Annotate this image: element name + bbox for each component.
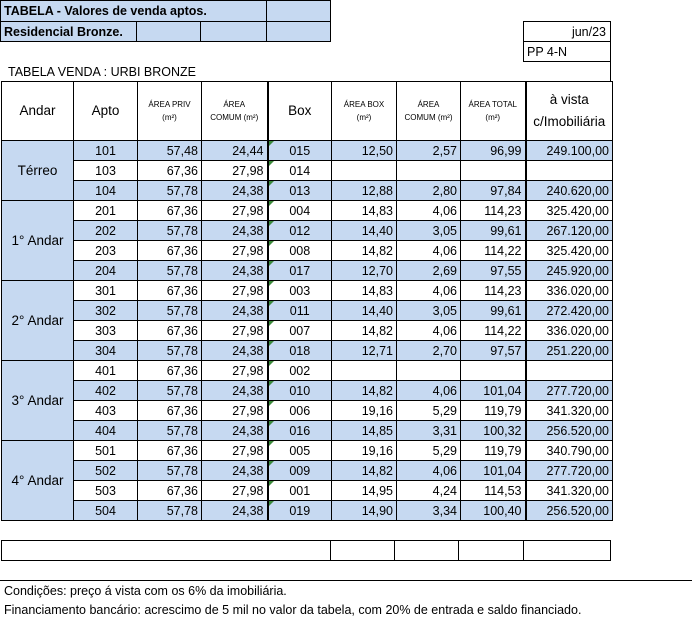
area-comum-cell: 27,98 — [202, 241, 268, 261]
area-comum-box-cell: 4,06 — [397, 321, 461, 341]
area-comum-box-cell: 2,57 — [397, 141, 461, 161]
area-comum-box-cell: 5,29 — [397, 401, 461, 421]
box-cell: 014 — [268, 161, 332, 181]
floor-label: 3° Andar — [2, 361, 74, 441]
area-priv-cell: 67,36 — [138, 361, 202, 381]
area-comum-cell: 24,38 — [202, 461, 268, 481]
box-cell: 005 — [268, 441, 332, 461]
apto-cell: 404 — [74, 421, 138, 441]
area-box-cell: 14,83 — [332, 281, 397, 301]
table-row — [2, 201, 613, 221]
valor-vista-cell: 240.620,00 — [526, 181, 613, 201]
title-extra-cell — [266, 0, 331, 22]
area-total-cell: 97,84 — [461, 181, 526, 201]
area-comum-cell: 24,38 — [202, 381, 268, 401]
valor-vista-cell: 341.320,00 — [526, 401, 613, 421]
box-cell: 017 — [268, 261, 332, 281]
valor-vista-cell: 245.920,00 — [526, 261, 613, 281]
area-box-cell: 19,16 — [332, 441, 397, 461]
table-name: TABELA VENDA : URBI BRONZE — [8, 65, 197, 79]
area-box-cell: 14,40 — [332, 221, 397, 241]
area-total-cell: 114,23 — [461, 281, 526, 301]
table-row — [2, 301, 613, 321]
empty-row-cell-1 — [1, 540, 331, 561]
apto-cell: 401 — [74, 361, 138, 381]
area-priv-cell: 67,36 — [138, 201, 202, 221]
apto-cell: 301 — [74, 281, 138, 301]
valor-vista-cell: 341.320,00 — [526, 481, 613, 501]
area-box-cell: 14,40 — [332, 301, 397, 321]
area-comum-cell: 24,44 — [202, 141, 268, 161]
table-row — [2, 261, 613, 281]
area-comum-box-cell: 3,05 — [397, 301, 461, 321]
valor-vista-cell: 272.420,00 — [526, 301, 613, 321]
apto-cell: 202 — [74, 221, 138, 241]
valor-vista-cell: 325.420,00 — [526, 241, 613, 261]
apto-cell: 403 — [74, 401, 138, 421]
area-box-cell: 14,85 — [332, 421, 397, 441]
code-cell: PP 4-N — [523, 41, 611, 62]
valor-vista-cell: 340.790,00 — [526, 441, 613, 461]
area-comum-box-cell: 3,34 — [397, 501, 461, 521]
area-priv-cell: 57,78 — [138, 421, 202, 441]
valor-vista-cell: 256.520,00 — [526, 421, 613, 441]
box-cell: 013 — [268, 181, 332, 201]
subtitle-extra-cell-1 — [136, 21, 201, 42]
col-area-comum: ÁREA COMUM (m²) — [202, 82, 268, 141]
box-cell: 001 — [268, 481, 332, 501]
area-priv-cell: 57,78 — [138, 381, 202, 401]
area-comum-box-cell: 4,06 — [397, 381, 461, 401]
area-total-cell: 99,61 — [461, 301, 526, 321]
area-comum-box-cell: 5,29 — [397, 441, 461, 461]
area-priv-cell: 57,78 — [138, 221, 202, 241]
footer-financiamento: Financiamento bancário: acrescimo de 5 mil no valor da tabela, com 20% de entrada e saldo financiado. — [4, 603, 582, 617]
col-area-priv: ÁREA PRIV (m²) — [138, 82, 202, 141]
box-cell: 007 — [268, 321, 332, 341]
table-row — [2, 141, 613, 161]
area-total-cell: 114,22 — [461, 321, 526, 341]
sheet-title: TABELA - Valores de venda aptos. — [0, 0, 267, 22]
valor-vista-cell: 277.720,00 — [526, 381, 613, 401]
apto-cell: 303 — [74, 321, 138, 341]
area-comum-box-cell — [397, 361, 461, 381]
valor-vista-cell: 267.120,00 — [526, 221, 613, 241]
valor-vista-cell: 325.420,00 — [526, 201, 613, 221]
apto-cell: 504 — [74, 501, 138, 521]
apto-cell: 203 — [74, 241, 138, 261]
box-cell: 011 — [268, 301, 332, 321]
area-comum-cell: 24,38 — [202, 421, 268, 441]
apto-cell: 204 — [74, 261, 138, 281]
empty-row-cell-5 — [523, 540, 611, 561]
apto-cell: 302 — [74, 301, 138, 321]
date-cell: jun/23 — [523, 21, 611, 42]
box-cell: 009 — [268, 461, 332, 481]
apto-cell: 502 — [74, 461, 138, 481]
area-priv-cell: 67,36 — [138, 441, 202, 461]
area-priv-cell: 67,36 — [138, 321, 202, 341]
area-priv-cell: 57,78 — [138, 301, 202, 321]
floor-label: Térreo — [2, 141, 74, 201]
apto-cell: 101 — [74, 141, 138, 161]
col-area-comum-box: ÁREA COMUM (m²) — [397, 82, 461, 141]
box-cell: 008 — [268, 241, 332, 261]
area-total-cell: 96,99 — [461, 141, 526, 161]
area-total-cell: 100,40 — [461, 501, 526, 521]
box-cell: 004 — [268, 201, 332, 221]
area-comum-box-cell: 4,06 — [397, 281, 461, 301]
area-box-cell: 14,82 — [332, 321, 397, 341]
area-box-cell: 12,88 — [332, 181, 397, 201]
area-comum-cell: 24,38 — [202, 181, 268, 201]
floor-label: 2° Andar — [2, 281, 74, 361]
area-priv-cell: 57,78 — [138, 181, 202, 201]
area-comum-box-cell: 4,06 — [397, 201, 461, 221]
table-row — [2, 441, 613, 461]
area-comum-box-cell — [397, 161, 461, 181]
area-priv-cell: 57,78 — [138, 261, 202, 281]
area-priv-cell: 67,36 — [138, 401, 202, 421]
area-priv-cell: 67,36 — [138, 481, 202, 501]
area-total-cell: 114,22 — [461, 241, 526, 261]
table-row — [2, 401, 613, 421]
box-cell: 018 — [268, 341, 332, 361]
area-comum-box-cell: 3,31 — [397, 421, 461, 441]
area-priv-cell: 57,78 — [138, 461, 202, 481]
area-total-cell: 101,04 — [461, 381, 526, 401]
valor-vista-cell: 277.720,00 — [526, 461, 613, 481]
empty-row-cell-3 — [394, 540, 459, 561]
col-andar: Andar — [2, 82, 74, 141]
subtitle-extra-cell-3 — [266, 21, 331, 42]
apto-cell: 103 — [74, 161, 138, 181]
area-total-cell: 114,23 — [461, 201, 526, 221]
col-box: Box — [268, 82, 332, 141]
area-priv-cell: 57,78 — [138, 341, 202, 361]
valor-vista-cell: 251.220,00 — [526, 341, 613, 361]
empty-row-cell-4 — [458, 540, 524, 561]
table-row — [2, 241, 613, 261]
area-box-cell: 12,71 — [332, 341, 397, 361]
apto-cell: 402 — [74, 381, 138, 401]
table-row — [2, 321, 613, 341]
apto-cell: 503 — [74, 481, 138, 501]
valor-vista-cell: 336.020,00 — [526, 281, 613, 301]
area-priv-cell: 67,36 — [138, 281, 202, 301]
area-comum-box-cell: 3,05 — [397, 221, 461, 241]
valor-vista-cell: 256.520,00 — [526, 501, 613, 521]
sheet-subtitle: Residencial Bronze. — [0, 21, 137, 42]
box-cell: 016 — [268, 421, 332, 441]
area-total-cell: 97,55 — [461, 261, 526, 281]
col-valor-vista: à vista c/Imobiliária — [526, 82, 613, 141]
table-row — [2, 161, 613, 181]
area-comum-cell: 27,98 — [202, 161, 268, 181]
apto-cell: 304 — [74, 341, 138, 361]
apto-cell: 201 — [74, 201, 138, 221]
area-box-cell — [332, 361, 397, 381]
area-comum-cell: 24,38 — [202, 221, 268, 241]
floor-label: 4° Andar — [2, 441, 74, 521]
area-priv-cell: 57,78 — [138, 501, 202, 521]
area-total-cell: 114,53 — [461, 481, 526, 501]
area-comum-cell: 27,98 — [202, 321, 268, 341]
table-row — [2, 281, 613, 301]
area-box-cell: 12,70 — [332, 261, 397, 281]
area-comum-box-cell: 2,70 — [397, 341, 461, 361]
area-priv-cell: 67,36 — [138, 241, 202, 261]
area-total-cell — [461, 161, 526, 181]
table-row — [2, 481, 613, 501]
box-cell: 003 — [268, 281, 332, 301]
valor-vista-cell: 336.020,00 — [526, 321, 613, 341]
area-box-cell: 14,82 — [332, 461, 397, 481]
area-box-cell: 19,16 — [332, 401, 397, 421]
table-row — [2, 501, 613, 521]
col-apto: Apto — [74, 82, 138, 141]
area-comum-cell: 24,38 — [202, 261, 268, 281]
area-comum-box-cell: 2,80 — [397, 181, 461, 201]
area-comum-cell: 24,38 — [202, 301, 268, 321]
area-box-cell: 14,82 — [332, 381, 397, 401]
box-cell: 002 — [268, 361, 332, 381]
box-cell: 015 — [268, 141, 332, 161]
area-total-cell: 100,32 — [461, 421, 526, 441]
subtitle-extra-cell-2 — [200, 21, 267, 42]
table-row — [2, 461, 613, 481]
area-comum-cell: 27,98 — [202, 441, 268, 461]
area-total-cell: 119,79 — [461, 441, 526, 461]
area-total-cell: 101,04 — [461, 461, 526, 481]
area-comum-cell: 27,98 — [202, 481, 268, 501]
box-cell: 006 — [268, 401, 332, 421]
area-box-cell — [332, 161, 397, 181]
area-box-cell: 14,90 — [332, 501, 397, 521]
area-box-cell: 12,50 — [332, 141, 397, 161]
area-comum-cell: 24,38 — [202, 501, 268, 521]
table-row — [2, 361, 613, 381]
box-cell: 012 — [268, 221, 332, 241]
area-total-cell: 99,61 — [461, 221, 526, 241]
area-comum-cell: 27,98 — [202, 201, 268, 221]
area-box-cell: 14,82 — [332, 241, 397, 261]
valor-vista-cell — [526, 361, 613, 381]
table-row — [2, 341, 613, 361]
area-priv-cell: 67,36 — [138, 161, 202, 181]
area-comum-box-cell: 2,69 — [397, 261, 461, 281]
box-cell: 019 — [268, 501, 332, 521]
area-comum-box-cell: 4,24 — [397, 481, 461, 501]
area-priv-cell: 57,48 — [138, 141, 202, 161]
code-below-cell — [523, 61, 611, 82]
col-area-box: ÁREA BOX (m²) — [332, 82, 397, 141]
floor-label: 1° Andar — [2, 201, 74, 281]
area-comum-box-cell: 4,06 — [397, 461, 461, 481]
area-comum-box-cell: 4,06 — [397, 241, 461, 261]
apto-cell: 501 — [74, 441, 138, 461]
valor-vista-cell: 249.100,00 — [526, 141, 613, 161]
area-comum-cell: 27,98 — [202, 361, 268, 381]
area-total-cell: 119,79 — [461, 401, 526, 421]
table-row — [2, 221, 613, 241]
col-area-total: ÁREA TOTAL (m²) — [461, 82, 526, 141]
area-comum-cell: 27,98 — [202, 281, 268, 301]
box-cell: 010 — [268, 381, 332, 401]
table-row — [2, 181, 613, 201]
table-row — [2, 421, 613, 441]
area-total-cell: 97,57 — [461, 341, 526, 361]
footer-condicoes: Condições: preço á vista com os 6% da imobiliária. — [4, 584, 287, 598]
area-total-cell — [461, 361, 526, 381]
area-comum-cell: 24,38 — [202, 341, 268, 361]
sales-table — [1, 81, 613, 521]
table-row — [2, 381, 613, 401]
empty-row-cell-2 — [330, 540, 395, 561]
valor-vista-cell — [526, 161, 613, 181]
area-box-cell: 14,95 — [332, 481, 397, 501]
area-box-cell: 14,83 — [332, 201, 397, 221]
apto-cell: 104 — [74, 181, 138, 201]
area-comum-cell: 27,98 — [202, 401, 268, 421]
